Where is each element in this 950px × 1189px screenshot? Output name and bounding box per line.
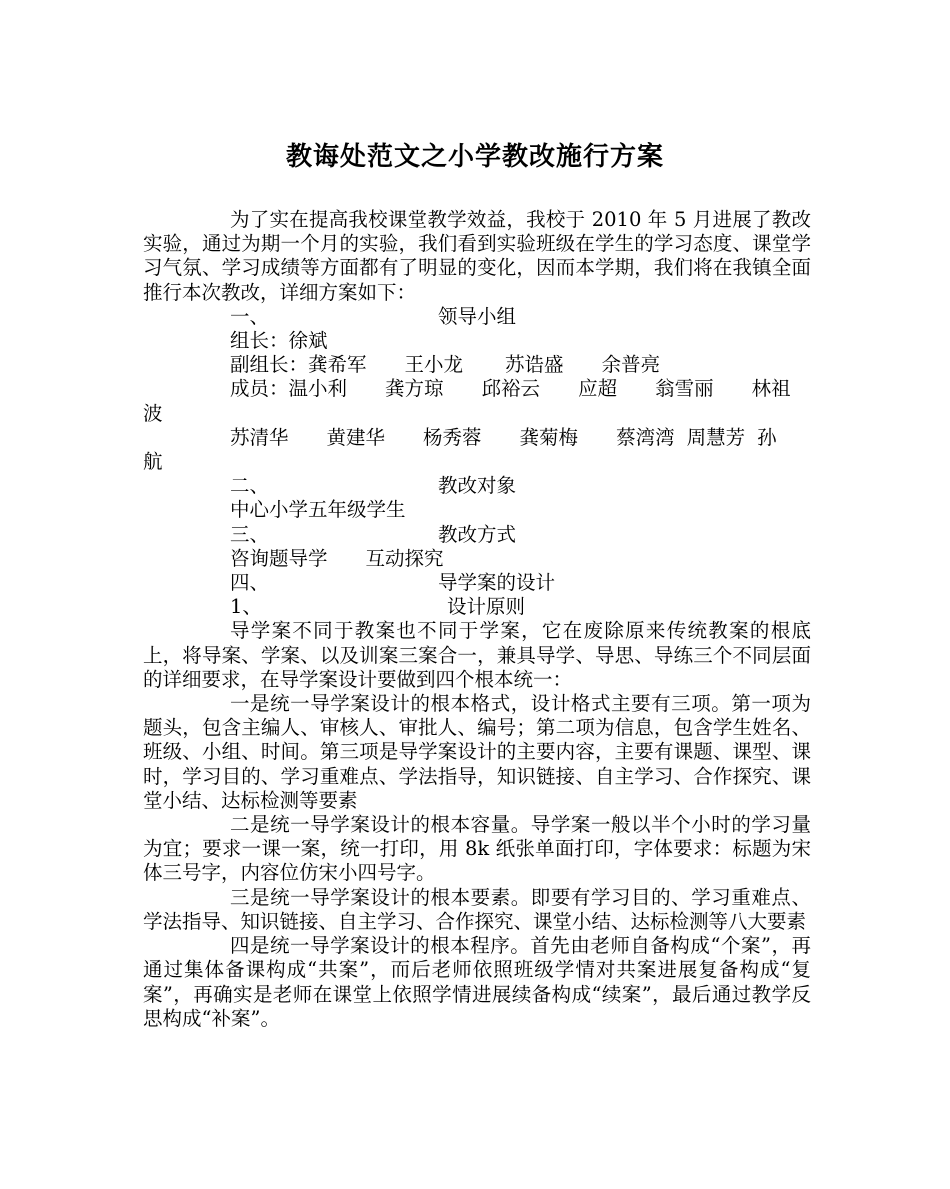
member-name: 龚方琼 <box>385 377 444 401</box>
section-number: 二、 <box>230 474 270 498</box>
vice-leader-name: 余普亮 <box>601 353 661 377</box>
section-heading-3 <box>143 523 811 547</box>
unify-elements-paragraph: 三是统一导学案设计的根本要素。即要有学习目的、学习重难点、学法指导、知识链接、自主学习、合作探究、课堂小结、达标检测等八大要素 <box>143 885 811 933</box>
document-body <box>143 208 811 1031</box>
member-name: 应超 <box>578 377 618 401</box>
member-name: 龚菊梅 <box>519 425 579 449</box>
section-title: 导学案的设计 <box>438 571 556 595</box>
members-line-2-wrap: 航 <box>143 450 163 474</box>
member-name: 苏清华 <box>230 425 289 449</box>
methods-line <box>143 547 811 571</box>
members-line-1 <box>143 377 811 401</box>
section-heading-4 <box>143 571 811 595</box>
members-line-2 <box>143 426 811 450</box>
unify-procedure-paragraph: 四是统一导学案设计的根本程序。首先由老师自备构成“个案”，再通过集体备课构成“共案”，而后老师依照班级学情对共案进展复备构成“复案”，再确实是老师在课堂上依照学情进展续备构成“续案”，最后通过教学反思构成“补案”。 <box>143 934 811 1030</box>
subsection-heading-1 <box>143 595 811 619</box>
members-line-1-wrap: 波 <box>143 401 163 425</box>
subsection-title: 设计原则 <box>447 595 526 619</box>
section-number: 三、 <box>230 522 270 546</box>
section-title: 领导小组 <box>438 304 517 328</box>
intro-paragraph: 为了实在提高我校课堂教学效益，我校于 2010 年 5 月进展了教改实验，通过为期一个月的实验，我们看到实验班级在学生的学习态度、课堂学习气氛、学习成绩等方面都有了明显的变化，因而本学期，我们将在我镇全面推行本次教改，详细方案如下： <box>143 208 811 304</box>
member-name: 邱裕云 <box>481 377 541 401</box>
section-heading-1 <box>143 305 811 329</box>
unify-format-paragraph: 一是统一导学案设计的根本格式，设计格式主要有三项。第一项为题头，包含主编人、审核人、审批人、编号；第二项为信息，包含学生姓名、班级、小组、时间。第三项是导学案设计的主要内容，主要有课题、课型、课时，学习目的、学习重难点、学法指导，知识链接、自主学习、合作探究、课堂小结、达标检测等要素 <box>143 692 811 812</box>
member-name: 黄建华 <box>326 425 386 449</box>
section-heading-2 <box>143 474 811 498</box>
member-name: 蔡湾湾 <box>616 425 675 449</box>
member-name: 孙 <box>757 425 777 449</box>
vice-leaders-label: 副组长： <box>230 353 309 377</box>
member-name: 翁雪丽 <box>655 377 714 401</box>
member-name: 林祖 <box>751 377 791 401</box>
principle-paragraph: 导学案不同于教案也不同于学案，它在废除原来传统教案的根底上，将导案、学案、以及训案三案合一，兼具导学、导思、导练三个不同层面的详细要求，在导学案设计要做到四个根本统一： <box>143 619 811 691</box>
vice-leader-name: 苏诰盛 <box>505 353 564 377</box>
page-title: 教诲处范文之小学教改施行方案 <box>285 142 664 172</box>
target-line: 中心小学五年级学生 <box>230 498 406 522</box>
subsection-number: 1、 <box>230 595 262 619</box>
member-name: 温小利 <box>288 377 348 401</box>
section-title: 教改对象 <box>438 474 517 498</box>
section-number: 四、 <box>230 571 270 595</box>
member-name: 杨秀蓉 <box>423 425 482 449</box>
vice-leader-name: 王小龙 <box>404 353 464 377</box>
leader-line: 组长：徐斌 <box>230 329 328 353</box>
section-title: 教改方式 <box>438 522 517 546</box>
unify-capacity-paragraph: 二是统一导学案设计的根本容量。导学案一般以半个小时的学习量为宜；要求一课一案，统一打印，用 8k 纸张单面打印，字体要求：标题为宋体三号字，内容位仿宋小四号字。 <box>143 813 811 885</box>
section-number: 一、 <box>230 304 270 328</box>
members-label: 成员： <box>230 377 289 401</box>
method-item: 互动探究 <box>365 546 444 570</box>
member-name: 周慧芳 <box>686 425 746 449</box>
vice-leaders-line <box>143 353 811 377</box>
vice-leader-name: 龚希军 <box>308 353 367 377</box>
method-item: 咨询题导学 <box>230 546 328 570</box>
